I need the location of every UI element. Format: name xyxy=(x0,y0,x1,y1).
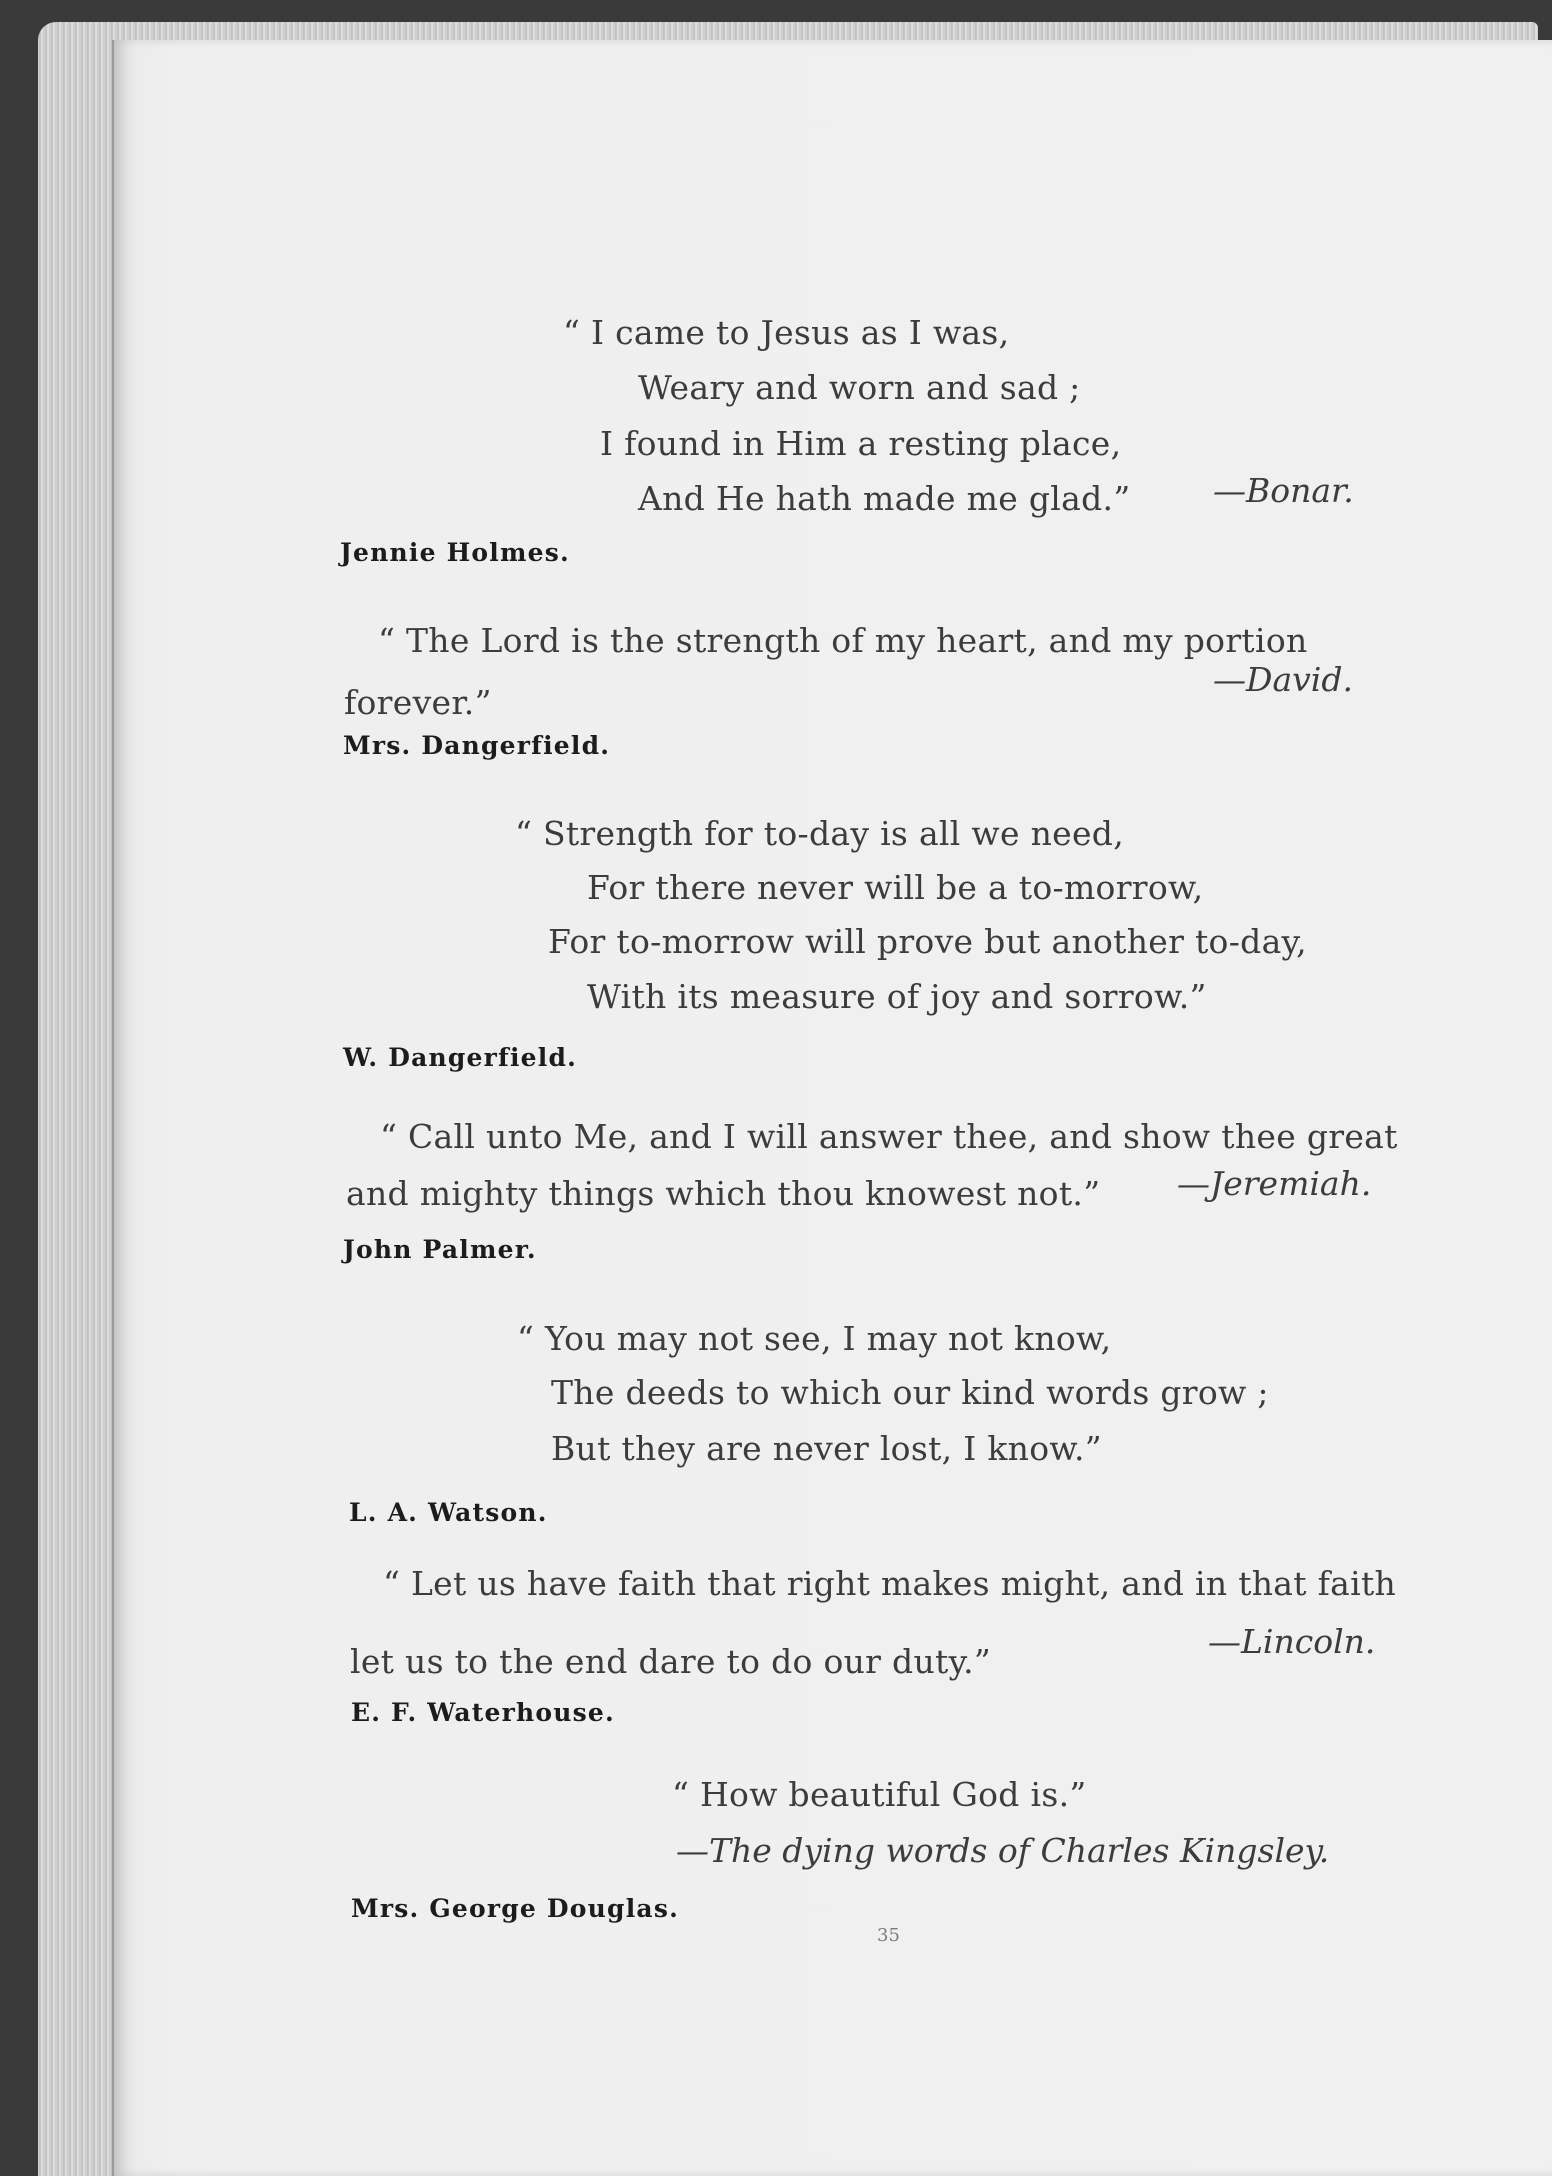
quote-line: “ The Lord is the strength of my heart, and my portion xyxy=(378,621,1308,660)
quote-line: And He hath made me glad.” xyxy=(638,479,1131,518)
quote-attribution: —David. xyxy=(1213,660,1353,699)
quote-line: I found in Him a resting place, xyxy=(600,424,1122,463)
quote-attribution: —The dying words of Charles Kingsley. xyxy=(676,1831,1330,1870)
contributor-name: Mrs. George Douglas. xyxy=(351,1894,680,1923)
contributor-name: E. F. Waterhouse. xyxy=(351,1698,615,1727)
quote-attribution: —Jeremiah. xyxy=(1177,1164,1372,1203)
quote-attribution: —Lincoln. xyxy=(1208,1622,1376,1661)
quote-line: “ I came to Jesus as I was, xyxy=(563,313,1010,352)
quote-line: “ Let us have faith that right makes might, and in that faith xyxy=(383,1564,1397,1603)
quote-line: forever.” xyxy=(344,683,492,722)
quote-line: With its measure of joy and sorrow.” xyxy=(587,977,1207,1016)
page-number: 35 xyxy=(877,1925,900,1946)
contributor-name: L. A. Watson. xyxy=(349,1498,548,1527)
quote-line: But they are never lost, I know.” xyxy=(551,1429,1102,1468)
quote-line: Weary and worn and sad ; xyxy=(638,368,1081,407)
quote-line: “ You may not see, I may not know, xyxy=(517,1319,1112,1358)
quote-line: “ How beautiful God is.” xyxy=(672,1775,1087,1814)
quote-line: For to-morrow will prove but another to-day, xyxy=(548,922,1307,961)
quote-line: “ Call unto Me, and I will answer thee, and show thee great xyxy=(380,1117,1398,1156)
contributor-name: Mrs. Dangerfield. xyxy=(343,731,611,760)
contributor-name: John Palmer. xyxy=(343,1235,537,1264)
quote-line: let us to the end dare to do our duty.” xyxy=(350,1642,992,1681)
quote-line: The deeds to which our kind words grow ; xyxy=(551,1373,1269,1412)
quote-line: For there never will be a to-morrow, xyxy=(587,868,1204,907)
contributor-name: W. Dangerfield. xyxy=(343,1043,578,1072)
quote-line: and mighty things which thou knowest not.” xyxy=(346,1174,1101,1213)
quote-line: “ Strength for to-day is all we need, xyxy=(515,814,1125,853)
contributor-name: Jennie Holmes. xyxy=(340,538,570,567)
quote-attribution: —Bonar. xyxy=(1213,471,1354,510)
